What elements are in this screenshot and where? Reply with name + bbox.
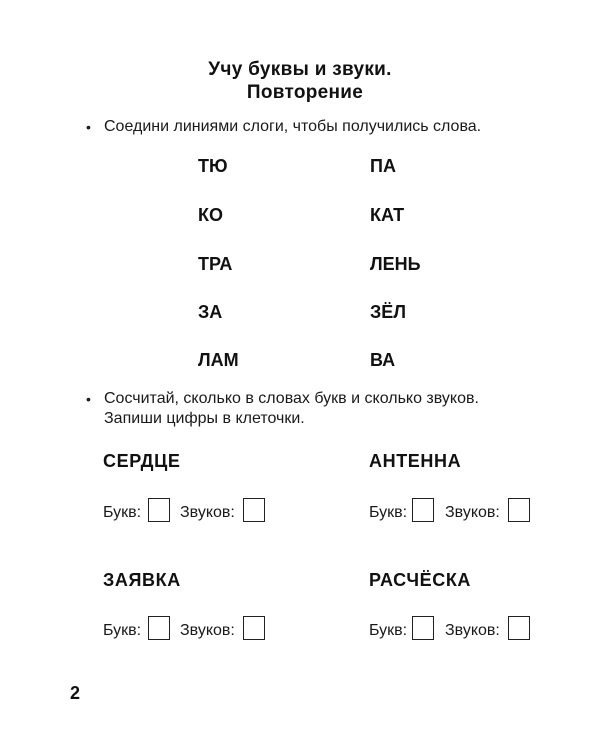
word-1: СЕРДЦЕ bbox=[103, 451, 181, 471]
right-syllable-5: ВА bbox=[370, 350, 396, 370]
sounds-label: Звуков: bbox=[180, 622, 235, 639]
sounds-label: Звуков: bbox=[445, 504, 500, 521]
letters-count-box[interactable] bbox=[412, 498, 434, 522]
task2-instruction-line2: Запиши цифры в клеточки. bbox=[104, 410, 305, 427]
sounds-count-box[interactable] bbox=[508, 616, 530, 640]
sounds-count-box[interactable] bbox=[243, 616, 265, 640]
word-4-counts bbox=[369, 616, 539, 644]
word-3: ЗАЯВКА bbox=[103, 570, 181, 590]
sounds-label: Звуков: bbox=[445, 622, 500, 639]
sounds-count-box[interactable] bbox=[243, 498, 265, 522]
right-syllable-1: ПА bbox=[370, 156, 396, 176]
letters-label: Букв: bbox=[103, 622, 142, 639]
page-title-line1: Учу буквы и звуки. bbox=[208, 59, 392, 80]
letters-label: Букв: bbox=[369, 504, 408, 521]
word-2: АНТЕННА bbox=[369, 451, 462, 471]
task2-instruction-line1: Сосчитай, сколько в словах букв и сколько звуков. bbox=[104, 390, 479, 407]
right-syllable-3: ЛЕНЬ bbox=[370, 254, 421, 274]
left-syllable-1: ТЮ bbox=[198, 156, 228, 176]
page-title-line2: Повторение bbox=[246, 82, 364, 103]
word-1-counts bbox=[103, 498, 273, 526]
sounds-label: Звуков: bbox=[180, 504, 235, 521]
letters-count-box[interactable] bbox=[412, 616, 434, 640]
word-2-counts bbox=[369, 498, 539, 526]
sounds-count-box[interactable] bbox=[508, 498, 530, 522]
right-syllable-4: ЗЁЛ bbox=[370, 302, 406, 322]
left-syllable-5: ЛАМ bbox=[198, 350, 239, 370]
page-number: 2 bbox=[70, 683, 81, 703]
left-syllable-2: КО bbox=[198, 205, 223, 225]
word-4: РАСЧЁСКА bbox=[369, 570, 471, 590]
right-syllable-2: КАТ bbox=[370, 205, 405, 225]
left-syllable-4: ЗА bbox=[198, 302, 223, 322]
letters-label: Букв: bbox=[369, 622, 408, 639]
letters-label: Букв: bbox=[103, 504, 142, 521]
left-syllable-3: ТРА bbox=[198, 254, 233, 274]
bullet-icon: • bbox=[86, 391, 91, 407]
word-3-counts bbox=[103, 616, 273, 644]
letters-count-box[interactable] bbox=[148, 498, 170, 522]
bullet-icon: • bbox=[86, 119, 91, 135]
task1-instruction-text: Соедини линиями слоги, чтобы получились слова. bbox=[104, 118, 482, 135]
letters-count-box[interactable] bbox=[148, 616, 170, 640]
